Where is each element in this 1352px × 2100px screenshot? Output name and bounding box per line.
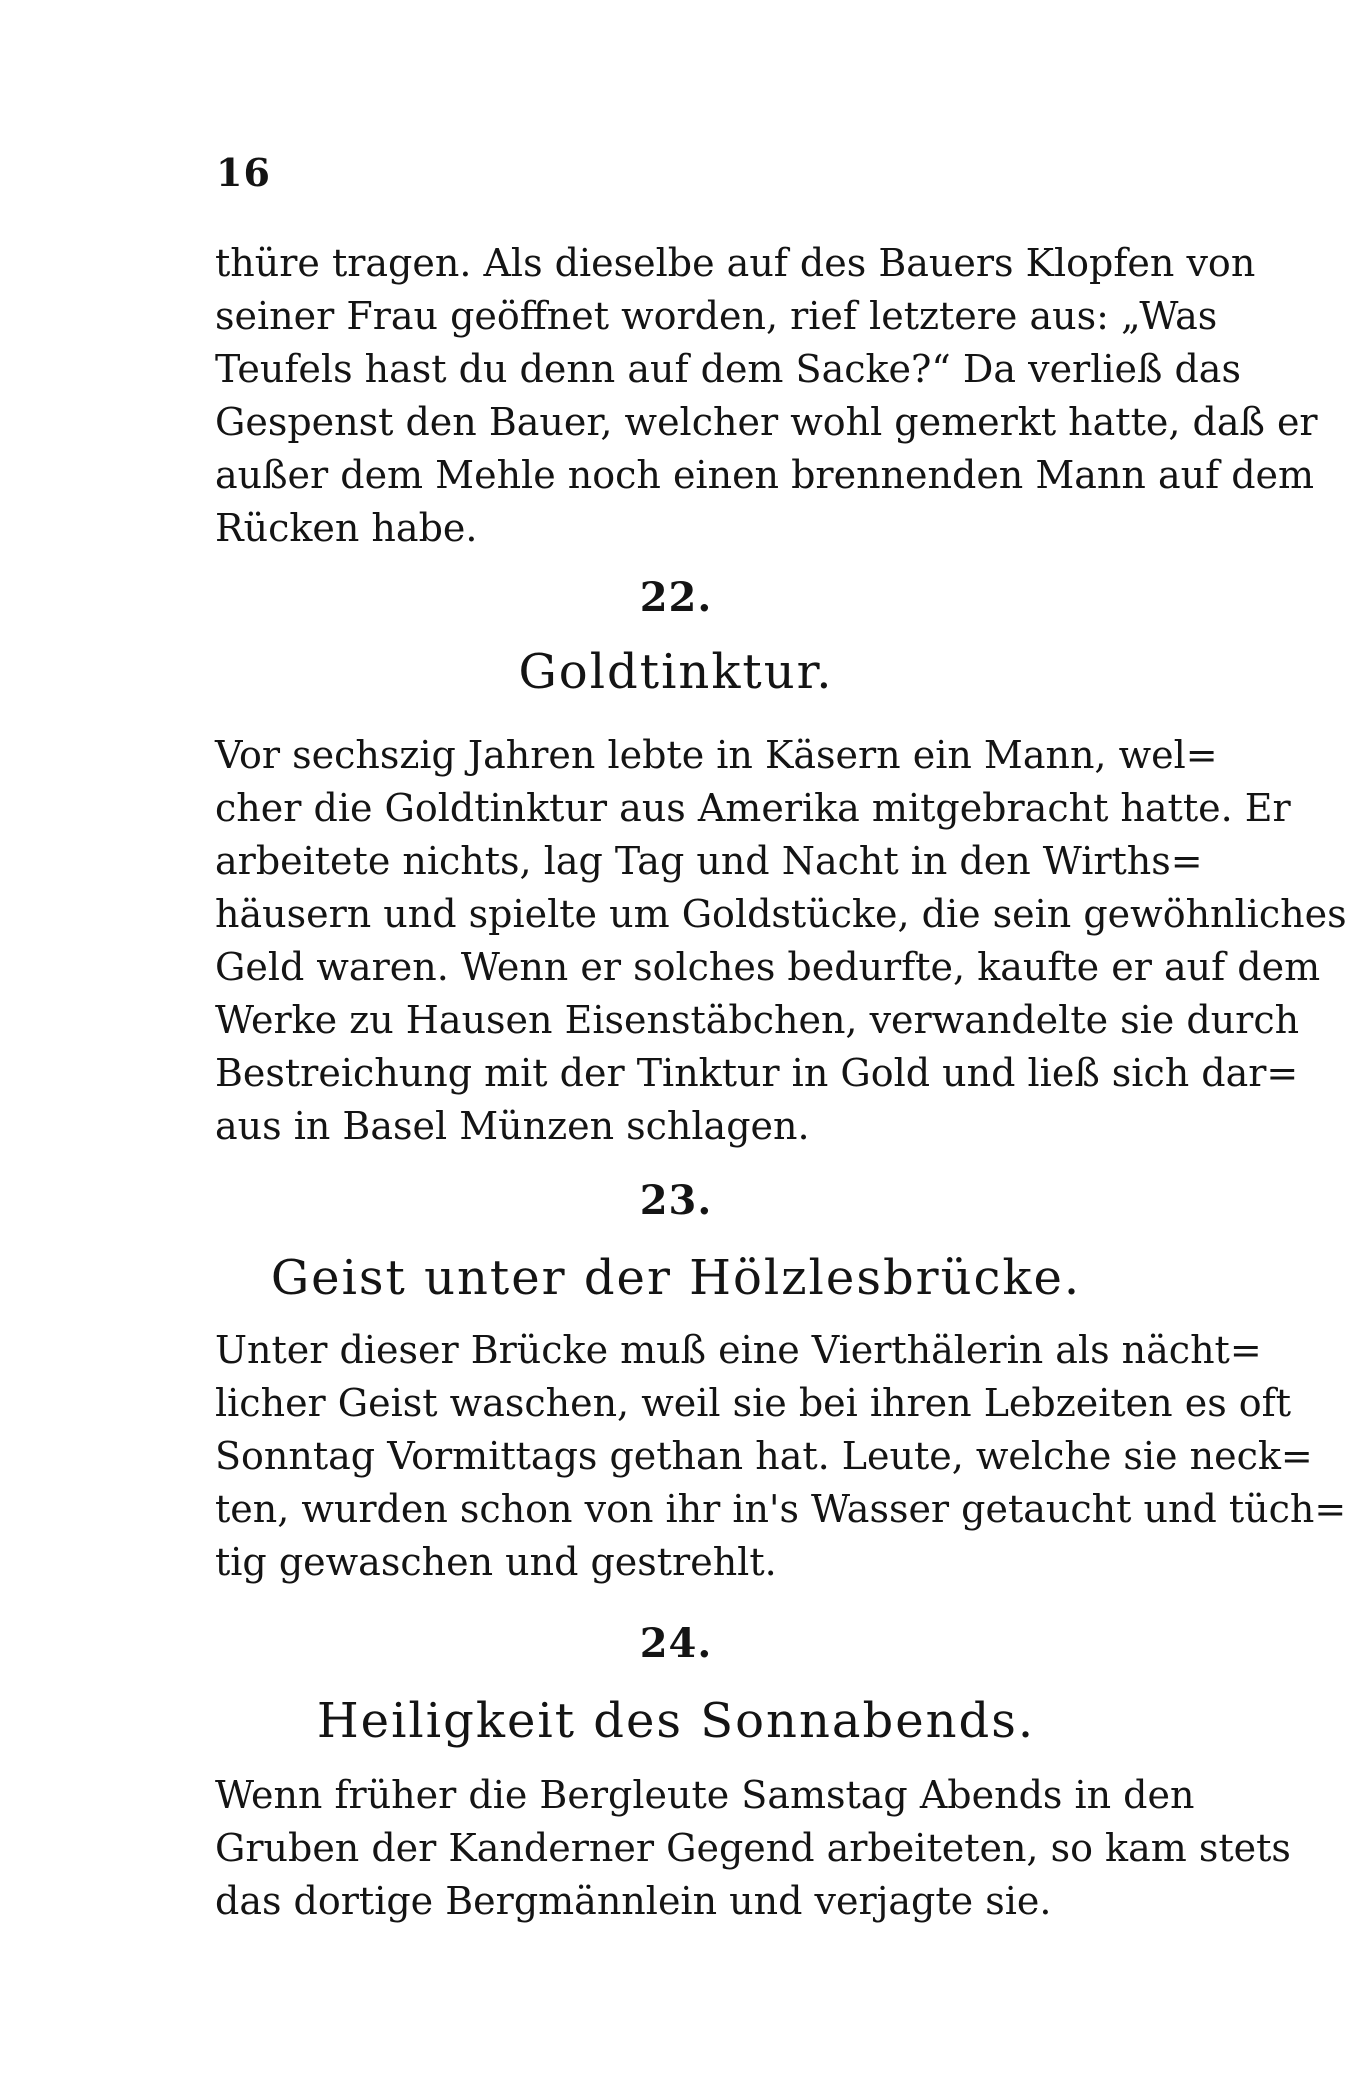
- paragraph-line: häusern und spielte um Goldstücke, die sein gewöhnliches: [215, 892, 1347, 936]
- paragraph-line: Unter dieser Brücke muß eine Vierthälerin als nächt=: [215, 1328, 1262, 1372]
- paragraph-line: Geld waren. Wenn er solches bedurfte, kaufte er auf dem: [215, 945, 1321, 989]
- paragraph-line: Werke zu Hausen Eisenstäbchen, verwandelte sie durch: [215, 998, 1300, 1042]
- paragraph-line: Wenn früher die Bergleute Samstag Abends in den: [215, 1773, 1195, 1817]
- section-title: Heiligkeit des Sonnabends.: [316, 1693, 1036, 1749]
- paragraph-line: arbeitete nichts, lag Tag und Nacht in den Wirths=: [215, 839, 1203, 883]
- paragraph-line: thüre tragen. Als dieselbe auf des Bauers Klopfen von: [215, 241, 1256, 285]
- paragraph-line: licher Geist waschen, weil sie bei ihren Lebzeiten es oft: [215, 1381, 1292, 1425]
- paragraph-line: tig gewaschen und gestrehlt.: [215, 1540, 777, 1584]
- paragraph-line: Gespenst den Bauer, welcher wohl gemerkt hatte, daß er: [215, 400, 1318, 444]
- section-number: 22.: [639, 574, 713, 621]
- paragraph-line: seiner Frau geöffnet worden, rief letztere aus: „Was: [215, 294, 1218, 338]
- paragraph-line: aus in Basel Münzen schlagen.: [215, 1104, 810, 1148]
- section-title: Geist unter der Hölzlesbrücke.: [270, 1250, 1082, 1306]
- page-number: 16: [216, 150, 271, 195]
- section-number: 24.: [639, 1620, 713, 1667]
- section-title: Goldtinktur.: [518, 644, 834, 700]
- paragraph-line: Bestreichung mit der Tinktur in Gold und ließ sich dar=: [215, 1051, 1299, 1095]
- paragraph-line: Teufels hast du denn auf dem Sacke?“ Da verließ das: [215, 347, 1241, 391]
- paragraph-line: außer dem Mehle noch einen brennenden Mann auf dem: [215, 453, 1315, 497]
- paragraph-line: Sonntag Vormittags gethan hat. Leute, welche sie neck=: [215, 1434, 1313, 1478]
- paragraph-line: das dortige Bergmännlein und verjagte sie.: [215, 1879, 1052, 1923]
- paragraph-line: ten, wurden schon von ihr in's Wasser getaucht und tüch=: [215, 1487, 1347, 1531]
- paragraph-line: Rücken habe.: [215, 506, 478, 550]
- section-number: 23.: [639, 1177, 713, 1224]
- paragraph-line: Vor sechszig Jahren lebte in Käsern ein Mann, wel=: [215, 733, 1218, 777]
- paragraph-line: cher die Goldtinktur aus Amerika mitgebracht hatte. Er: [215, 786, 1291, 830]
- paragraph-line: Gruben der Kanderner Gegend arbeiteten, so kam stets: [215, 1826, 1291, 1870]
